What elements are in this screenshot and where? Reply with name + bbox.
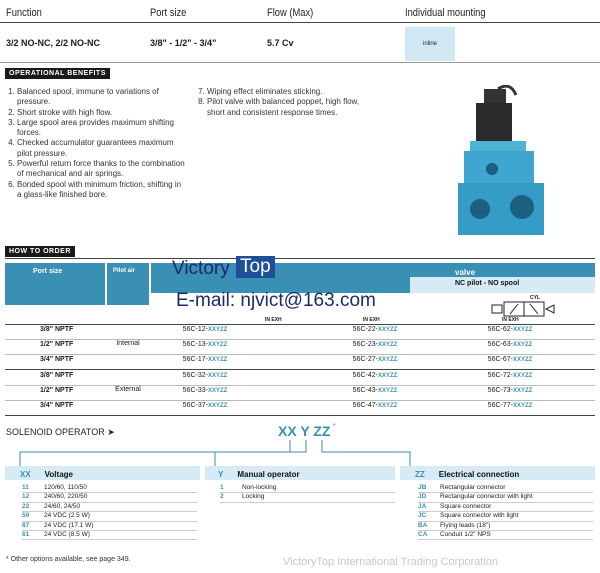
order-valve-header: valve <box>455 268 476 277</box>
in-exh-label-c: IN EXH <box>502 317 519 323</box>
flow-value: 5.7 Cv <box>267 38 294 48</box>
elec-head <box>415 470 519 479</box>
benefit-item: 8. Pilot valve with balanced poppet, high flow, short and consistent response times. <box>207 97 375 118</box>
order-row-port: 3/4" NPTF <box>40 402 74 409</box>
benefit-item: 5. Powerful return force thanks to the combination of mechanical and air springs. <box>17 159 185 180</box>
order-row-rule <box>5 354 595 355</box>
order-row-code: 56C-32-XXYZZ <box>182 371 228 379</box>
order-row-port: 1/2" NPTF <box>40 341 74 349</box>
order-nc-header: NC pilot - NO spool <box>455 280 520 287</box>
voltage-label: Voltage <box>44 470 73 479</box>
voltage-list <box>22 484 197 540</box>
order-row-code: 56C-22-XXYZZ <box>352 326 398 333</box>
order-row-code: 56C-73-XXYZZ <box>487 386 533 394</box>
solenoid-code-asterisk: * <box>333 423 336 430</box>
benefit-item: 1. Balanced spool, immune to variations of pressure. <box>17 87 185 108</box>
header-bottom-rule <box>0 62 600 63</box>
option-row: JB Rectangular connector <box>418 484 593 493</box>
option-row: BA Flying leads (18") <box>418 522 593 531</box>
order-row-code: 56C-12-XXYZZ <box>182 326 228 333</box>
top-badge: Top <box>236 256 275 278</box>
order-row <box>5 326 595 337</box>
benefits-left-list <box>5 87 185 200</box>
order-row-code: 56C-47-XXYZZ <box>352 402 398 409</box>
elec-label: Electrical connection <box>438 470 520 479</box>
victory-text: Victory <box>172 258 230 279</box>
order-row-rule <box>5 385 595 386</box>
option-row: 12 240/60, 220/50 <box>22 493 197 502</box>
order-row-code: 56C-67-XXYZZ <box>487 356 533 364</box>
option-row: 2 Locking <box>220 493 395 502</box>
benefit-item: 7. Wiping effect eliminates sticking. <box>207 87 375 97</box>
option-row: 11 120/60, 110/50 <box>22 484 197 493</box>
solenoid-code: XX Y ZZ <box>278 423 331 439</box>
order-row-rule <box>5 400 595 401</box>
order-top-rule <box>5 258 595 259</box>
voltage-key: XX <box>20 470 31 479</box>
order-row-code: 56C-62-XXYZZ <box>487 326 533 333</box>
manual-list <box>220 484 395 503</box>
in-exh-label-b: IN EXH <box>363 317 380 323</box>
manual-label: Manual operator <box>237 470 300 479</box>
order-row-port: 3/8" NPTF <box>40 326 74 333</box>
pilot-internal: Internal <box>116 340 140 347</box>
option-row: JC Square connector with light <box>418 512 593 521</box>
order-row-rule <box>5 324 595 325</box>
manual-head <box>218 470 300 479</box>
col-mount-header: Individual mounting <box>405 7 486 19</box>
order-row <box>5 372 595 383</box>
order-row-code: 56C-77-XXYZZ <box>487 402 533 409</box>
benefits-label: OPERATIONAL BENEFITS <box>5 68 110 79</box>
order-pilot-header: Pilot air <box>113 268 136 274</box>
order-row-code: 56C-43-XXYZZ <box>352 386 398 394</box>
header-rule <box>0 22 600 23</box>
order-row-code: 56C-17-XXYZZ <box>182 356 228 364</box>
order-row-port: 1/2" NPTF <box>40 386 74 394</box>
benefit-item: 4. Checked accumulator guarantees maximum pilot pressure. <box>17 138 185 159</box>
option-row: 61 24 VDC (8.5 W) <box>22 531 197 540</box>
col-port-header: Port size <box>150 7 187 19</box>
in-exh-label-a: IN EXH <box>265 317 282 323</box>
order-row-code: 56C-37-XXYZZ <box>182 402 228 409</box>
pilot-external: External <box>115 386 141 393</box>
option-row: CA Conduit 1/2" NPS <box>418 531 593 540</box>
order-row-code: 56C-27-XXYZZ <box>352 356 398 364</box>
benefit-item: 2. Short stroke with high flow. <box>17 108 185 118</box>
order-row <box>5 387 595 398</box>
order-row-code: 56C-13-XXYZZ <box>182 341 228 349</box>
benefit-item: 3. Large spool area provides maximum shifting forces. <box>17 118 185 139</box>
email-overlay: E-mail: njvict@163.com <box>176 290 376 311</box>
col-function-header: Function <box>6 7 42 19</box>
order-row-rule <box>5 369 595 370</box>
port-value: 3/8" - 1/2" - 3/4" <box>150 38 217 48</box>
col-flow-header: Flow (Max) <box>267 7 314 19</box>
manual-key: Y <box>218 470 224 479</box>
mount-value: inline <box>405 27 455 61</box>
option-row: JD Rectangular connector with light <box>418 493 593 502</box>
order-port-header: Port size <box>33 268 63 275</box>
order-row <box>5 341 595 352</box>
order-row-port: 3/8" NPTF <box>40 371 74 379</box>
order-row-code: 56C-23-XXYZZ <box>352 341 398 349</box>
function-value: 3/2 NO-NC, 2/2 NO-NC <box>6 38 101 48</box>
order-row-rule <box>5 339 595 340</box>
footnote: * Other options available, see page 349. <box>6 556 131 563</box>
order-row-port: 3/4" NPTF <box>40 356 74 364</box>
order-row-code: 56C-72-XXYZZ <box>487 371 533 379</box>
order-row-code: 56C-33-XXYZZ <box>182 386 228 394</box>
option-row: 1 Non-locking <box>220 484 395 493</box>
benefits-right-list <box>195 87 375 118</box>
benefit-item: 6. Bonded spool with minimum friction, shifting in a glass-like finished bore. <box>17 180 185 201</box>
order-row-code: 56C-63-XXYZZ <box>487 341 533 349</box>
elec-list <box>418 484 593 540</box>
option-row: JA Square connector <box>418 503 593 512</box>
order-row-code: 56C-42-XXYZZ <box>352 371 398 379</box>
watermark: VictoryTop International Trading Corporation <box>283 556 499 568</box>
cyl-label: CYL <box>530 295 540 301</box>
order-row-rule <box>5 415 595 416</box>
voltage-head <box>20 470 73 479</box>
elec-key: ZZ <box>415 470 425 479</box>
option-row: 22 24/60, 24/50 <box>22 503 197 512</box>
option-row: 59 24 VDC (2.5 W) <box>22 512 197 521</box>
option-row: 87 24 VDC (17.1 W) <box>22 522 197 531</box>
order-row <box>5 356 595 367</box>
order-row <box>5 402 595 413</box>
solenoid-title: SOLENOID OPERATOR ➤ <box>6 427 115 437</box>
valve-symbol-icon <box>490 300 560 318</box>
valve-product-image <box>440 85 560 245</box>
order-label: HOW TO ORDER <box>5 246 75 257</box>
